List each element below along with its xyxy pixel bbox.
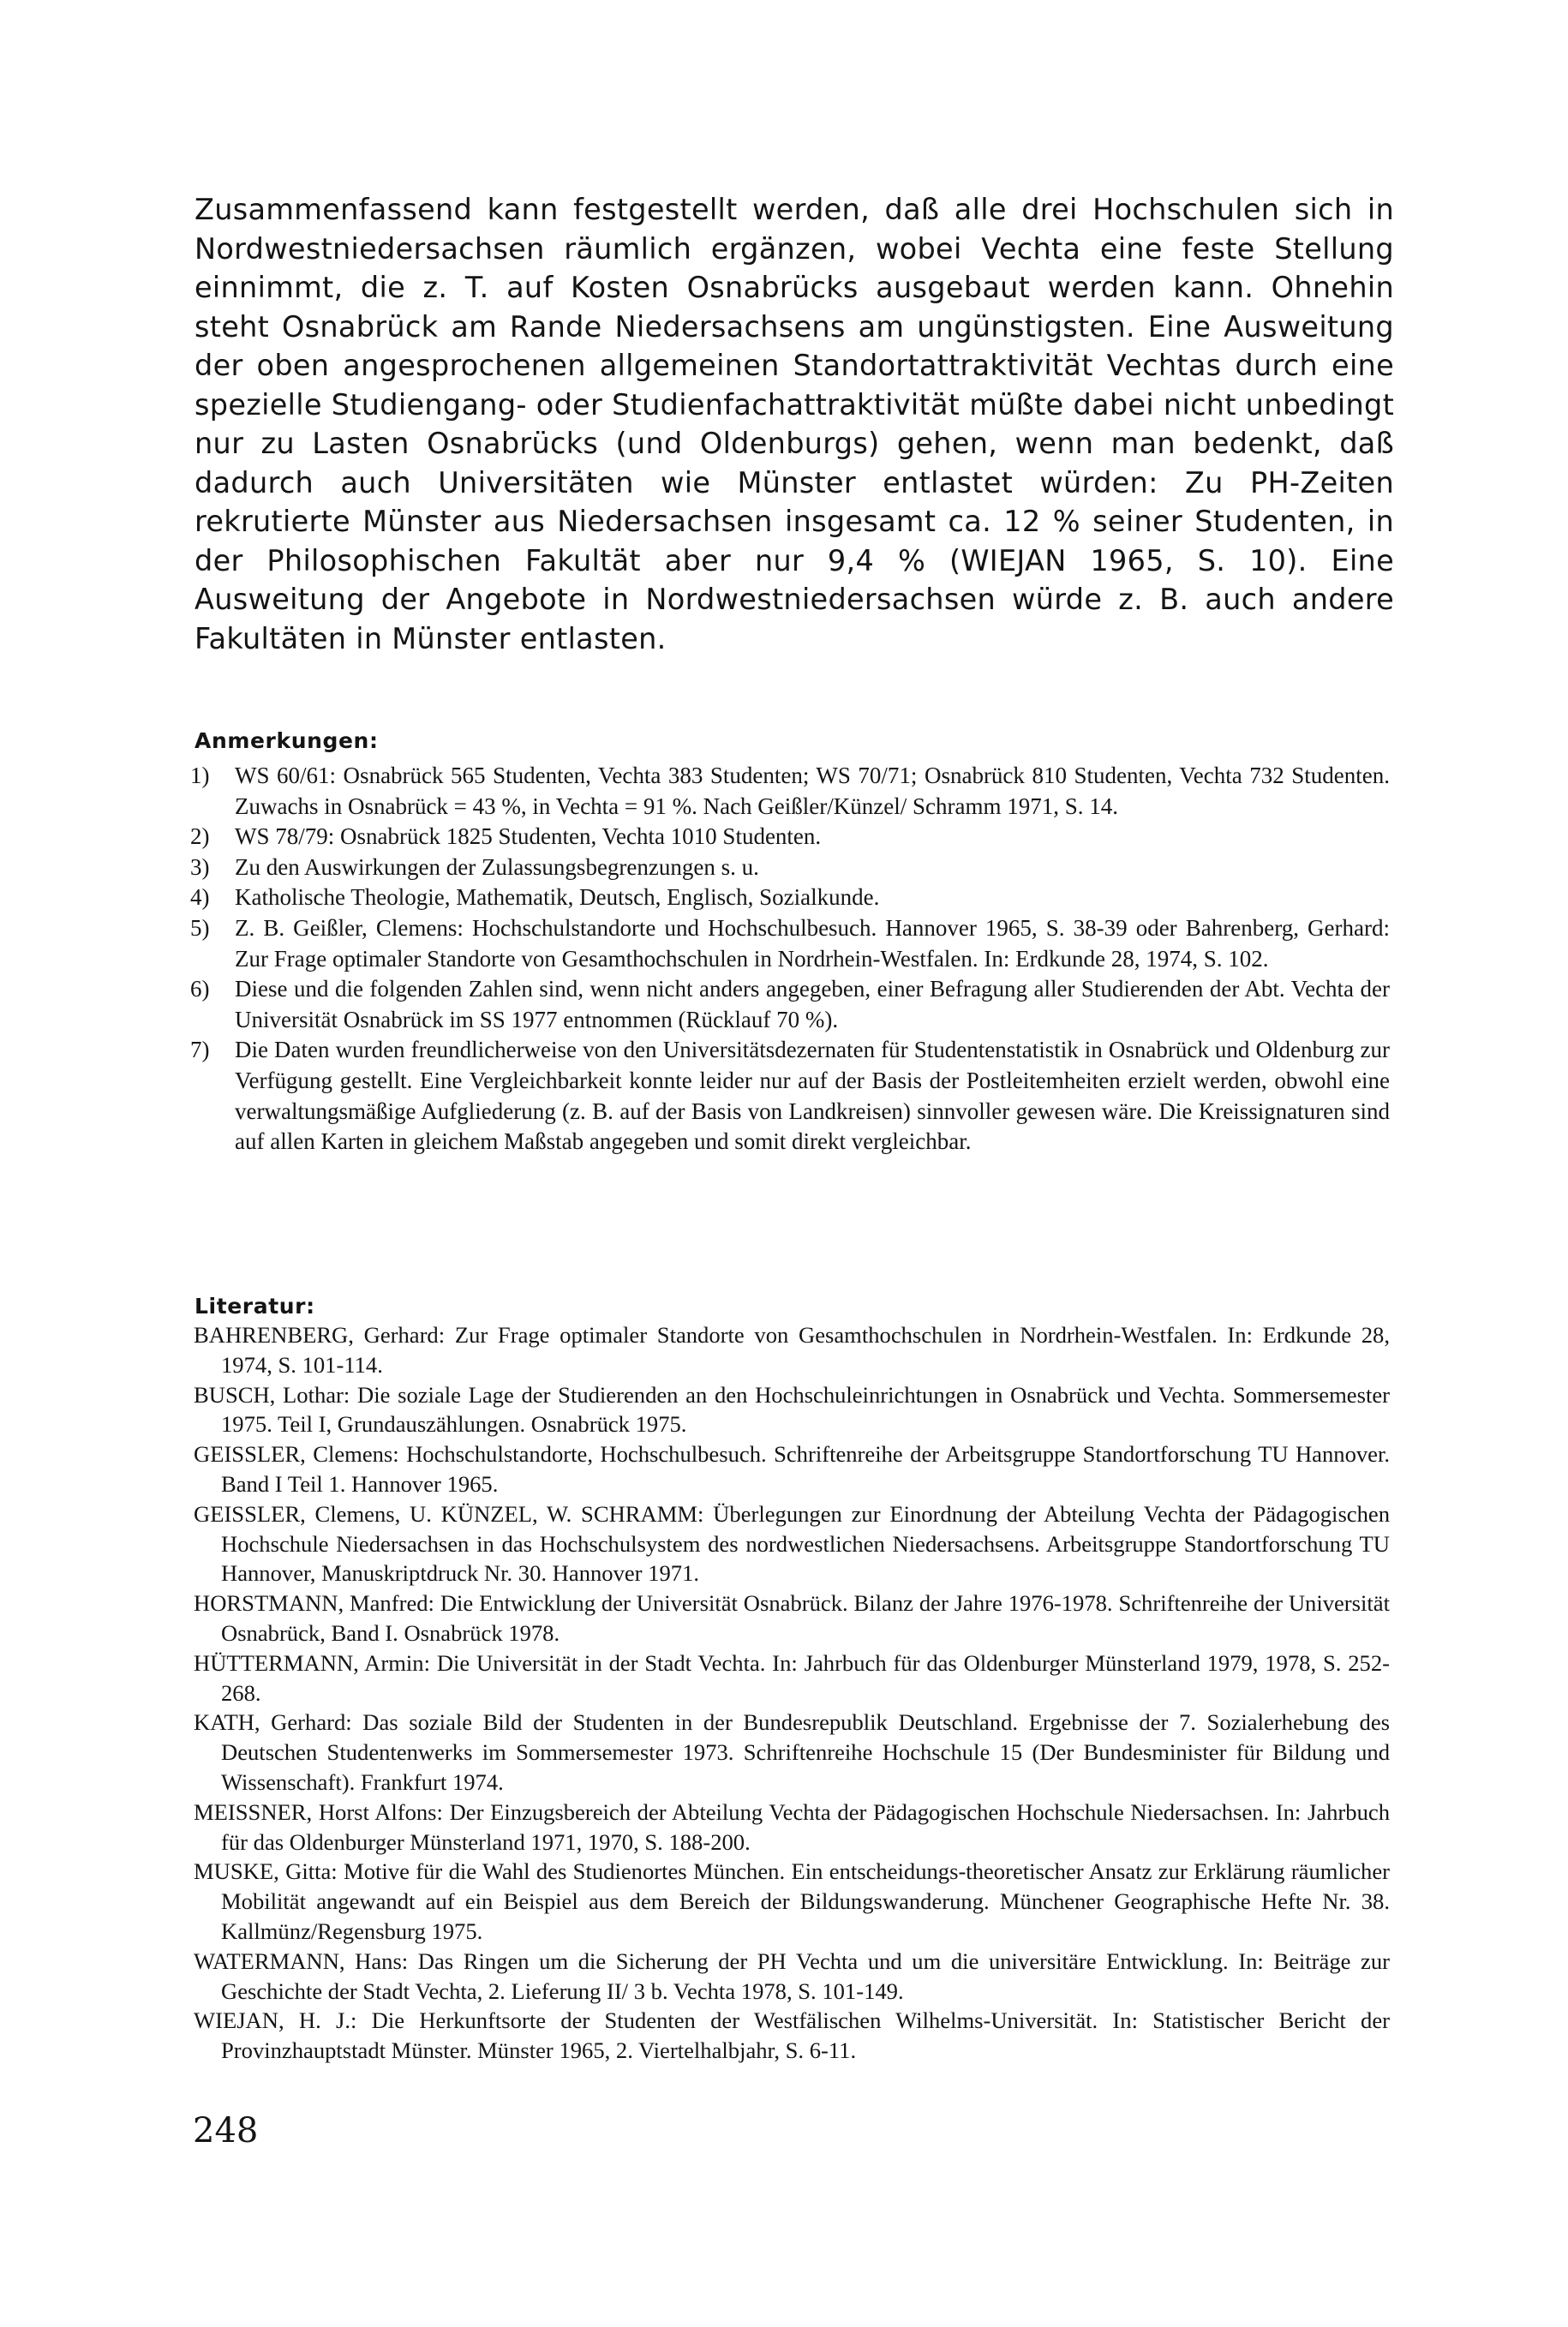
note-text: WS 78/79: Osnabrück 1825 Studenten, Vechta 1010 Studenten. [235,823,822,850]
note-text: Diese und die folgenden Zahlen sind, wenn nicht anders angegeben, einer Befragung aller Studierenden der Abt. Vechta der Universität Osnabrück im SS 1977 entnommen (Rücklauf 70 %). [235,976,1390,1032]
page-number: 248 [193,2111,259,2151]
literature-entry: GEISSLER, Clemens, U. KÜNZEL, W. SCHRAMM: Überlegungen zur Einordnung der Abteilung Vechta der Pädagogischen Hochschule Niedersachsen in das Hochschulsystem des nordwestlichen Niedersachsens. Arbeitsgruppe Standortforschung TU Hannover, Manuskriptdruck Nr. 30. Hannover 1971. [194,1500,1390,1587]
literature-entry: WIEJAN, H. J.: Die Herkunftsorte der Studenten der Westfälischen Wilhelms-Universität. In: Statistischer Bericht der Provinzhauptstadt Münster. Münster 1965, 2. Viertelhalbjahr, S. 6-11. [194,2007,1390,2064]
note-number: 7) [190,1037,210,1063]
note-item [190,913,1390,974]
note-text: Katholische Theologie, Mathematik, Deutsch, Englisch, Sozialkunde. [235,884,880,911]
literature-entry: BUSCH, Lothar: Die soziale Lage der Studierenden an den Hochschuleinrichtungen in Osnabrück und Vechta. Sommersemester 1975. Teil I, Grundauszählungen. Osnabrück 1975. [194,1381,1390,1438]
note-number: 5) [190,914,210,941]
note-text: Zu den Auswirkungen der Zulassungsbegrenzungen s. u. [235,853,759,880]
literature-entry: MEISSNER, Horst Alfons: Der Einzugsbereich der Abteilung Vechta der Pädagogischen Hochschule Niedersachsen. In: Jahrbuch für das Oldenburger Münsterland 1971, 1970, S. 188-200. [194,1798,1390,1855]
literature-entry: KATH, Gerhard: Das soziale Bild der Studenten in der Bundesrepublik Deutschland. Ergebnisse der 7. Sozialerhebung des Deutschen Studentenwerks im Sommersemester 1973. Schriftenreihe Hochschule 15 (Der Bundesminister für Bildung und Wissenschaft). Frankfurt 1974. [194,1709,1390,1795]
literature-entry: HORSTMANN, Manfred: Die Entwicklung der Universität Osnabrück. Bilanz der Jahre 1976-1978. Schriftenreihe der Universität Osnabrück, Band I. Osnabrück 1978. [194,1590,1390,1646]
note-item [190,822,1390,852]
note-item [190,852,1390,883]
note-text: Z. B. Geißler, Clemens: Hochschulstandorte und Hochschulbesuch. Hannover 1965, S. 38-39 oder Bahrenberg, Gerhard: Zur Frage optimaler Standorte von Gesamthochschulen in Nordrhein-Westfalen. In: Erdkunde 28, 1974, S. 102. [235,914,1390,972]
literature-heading: Literatur: [195,1294,315,1319]
note-number: 2) [190,823,210,850]
literature-entry: BAHRENBERG, Gerhard: Zur Frage optimaler Standorte von Gesamthochschulen in Nordrhein-Westfalen. In: Erdkunde 28, 1974, S. 101-114. [194,1322,1390,1378]
note-text: WS 60/61: Osnabrück 565 Studenten, Vechta 383 Studenten; WS 70/71; Osnabrück 810 Studenten, Vechta 732 Studenten. Zuwachs in Osnabrück = 43 %, in Vechta = 91 %. Nach Geißler/Künzel/ Schramm 1971, S. 14. [235,763,1390,819]
notes-heading: Anmerkungen: [195,728,379,753]
note-number: 3) [190,853,210,880]
literature-entry: HÜTTERMANN, Armin: Die Universität in der Stadt Vechta. In: Jahrbuch für das Oldenburger Münsterland 1979, 1978, S. 252-268. [194,1649,1390,1706]
note-item [190,761,1390,822]
note-text: Die Daten wurden freundlicherweise von den Universitätsdezernaten für Studentenstatistik in Osnabrück und Oldenburg zur Verfügung gestellt. Eine Vergleichbarkeit konnte leider nur auf der Basis der Postleitemheiten erzielt werden, obwohl eine verwaltungsmäßige Aufgliederung (z. B. auf der Basis von Landkreisen) sinnvoller gewesen wäre. Die Kreissignaturen sind auf allen Karten in gleichem Maßstab angegeben und somit direkt vergleichbar. [235,1037,1390,1155]
intro-paragraph: Zusammenfassend kann festgestellt werden, daß alle drei Hochschulen sich in Nordwestniedersachsen räumlich ergänzen, wobei Vechta eine feste Stellung einnimmt, die z. T. auf Kosten Osnabrücks ausgebaut werden kann. Ohnehin steht Osnabrück am Rande Niedersachsens am ungünstigsten. Eine Ausweitung der oben angesprochenen allgemeinen Standortattraktivität Vechtas durch eine spezielle Studiengang- oder Studienfachattraktivität müßte dabei nicht unbedingt nur zu Lasten Osnabrücks (und Oldenburgs) gehen, wenn man bedenkt, daß dadurch auch Universitäten wie Münster entlastet würden: Zu PH-Zeiten rekrutierte Münster aus Niedersachsen insgesamt ca. 12 % seiner Studenten, in der Philosophischen Fakultät aber nur 9,4 % (WIEJAN 1965, S. 10). Eine Ausweitung der Angebote in Nordwestniedersachsen würde z. B. auch andere Fakultäten in Münster entlasten. [195,193,1394,655]
literature-entry: MUSKE, Gitta: Motive für die Wahl des Studienortes München. Ein entscheidungs-theoretischer Ansatz zur Erklärung räumlicher Mobilität angewandt auf ein Beispiel aus dem Bereich der Bildungswanderung. Münchener Geographische Hefte Nr. 38. Kallmünz/Regensburg 1975. [194,1858,1390,1944]
literature-entry: GEISSLER, Clemens: Hochschulstandorte, Hochschulbesuch. Schriftenreihe der Arbeitsgruppe Standortforschung TU Hannover. Band I Teil 1. Hannover 1965. [194,1441,1390,1497]
literature-list [194,1320,1390,2066]
literature-entry: WATERMANN, Hans: Das Ringen um die Sicherung der PH Vechta und um die universitäre Entwicklung. In: Beiträge zur Geschichte der Stadt Vechta, 2. Lieferung II/ 3 b. Vechta 1978, S. 101-149. [194,1947,1390,2004]
note-number: 4) [190,884,210,911]
note-number: 1) [190,763,210,788]
note-item [190,882,1390,913]
notes-list [190,761,1390,1158]
note-item [190,1035,1390,1157]
note-number: 6) [190,976,210,1002]
note-item [190,974,1390,1035]
